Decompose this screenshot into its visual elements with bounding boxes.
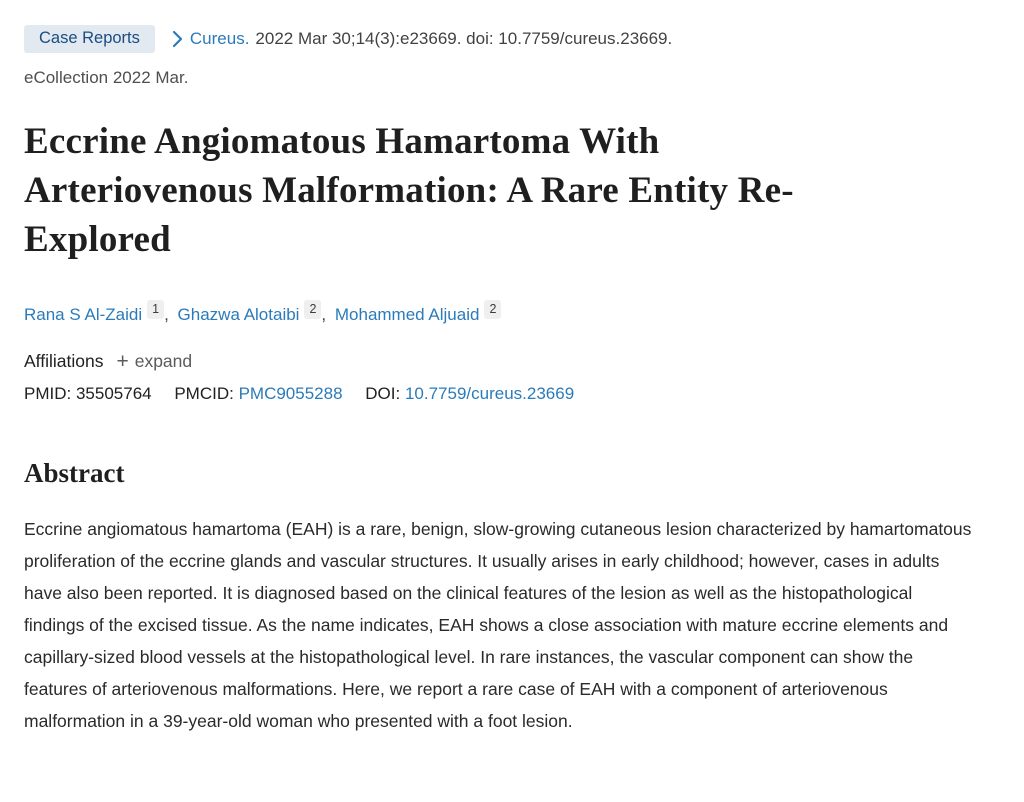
abstract-text: Eccrine angiomatous hamartoma (EAH) is a rare, benign, slow-growing cutaneous lesion characterized by hamartomatous proliferation of the eccrine glands and vascular structures. It usually arises in early childhood; however, cases in adults have also been reported. It is diagnosed based on the clinical features of the lesion as well as the histopathological findings of the excised tissue. As the name indicates, EAH shows a close association with mature eccrine elements and capillary-sized blood vessels at the histopathological level. In rare instances, the vascular component can show the features of arteriovenous malformations. Here, we report a rare case of EAH with a component of arteriovenous malformation in a 39-year-old woman who presented with a foot lesion. [24, 519, 972, 731]
author-separator: , [321, 305, 327, 324]
doi-group [365, 384, 574, 403]
author-separator: , [164, 305, 169, 324]
pmid-group [24, 384, 152, 403]
authors-list [24, 300, 980, 325]
ecollection-text: eCollection 2022 Mar. [24, 68, 189, 87]
title-line-2: Arteriovenous Malformation: A Rare Entity Re- [24, 170, 794, 211]
affiliations-row [24, 351, 980, 372]
publication-type-badge[interactable]: Case Reports [24, 25, 155, 53]
pmcid-group [174, 384, 342, 403]
chevron-right-icon [172, 30, 183, 48]
affiliation-superscript[interactable]: 1 [147, 300, 164, 319]
page-title [24, 117, 980, 264]
author-link[interactable]: Mohammed Aljuaid [334, 305, 480, 324]
journal-link[interactable]: Cureus. [189, 29, 250, 48]
affiliation-superscript[interactable]: 2 [304, 300, 321, 319]
author-link[interactable]: Rana S Al-Zaidi [24, 305, 143, 324]
title-line-1: Eccrine Angiomatous Hamartoma With [24, 121, 660, 162]
citation-row [24, 25, 980, 53]
pmid-label: PMID: [24, 384, 72, 403]
pmid-value: 35505764 [75, 384, 152, 403]
affiliations-expand-button[interactable] [116, 351, 192, 372]
citation-text: 2022 Mar 30;14(3):e23669. doi: 10.7759/cureus.23669. [255, 29, 673, 48]
identifiers-row [24, 384, 980, 404]
doi-link[interactable]: 10.7759/cureus.23669 [404, 384, 575, 403]
expand-label: expand [134, 351, 193, 371]
affiliation-superscript[interactable]: 2 [484, 300, 501, 319]
affiliations-label: Affiliations [24, 351, 104, 371]
pmcid-link[interactable]: PMC9055288 [238, 384, 343, 403]
abstract-heading: Abstract [24, 458, 125, 488]
title-line-3: Explored [24, 219, 171, 260]
pmcid-label: PMCID: [174, 384, 234, 403]
plus-icon: + [116, 350, 129, 373]
author-link[interactable]: Ghazwa Alotaibi [177, 305, 300, 324]
doi-label: DOI: [365, 384, 401, 403]
